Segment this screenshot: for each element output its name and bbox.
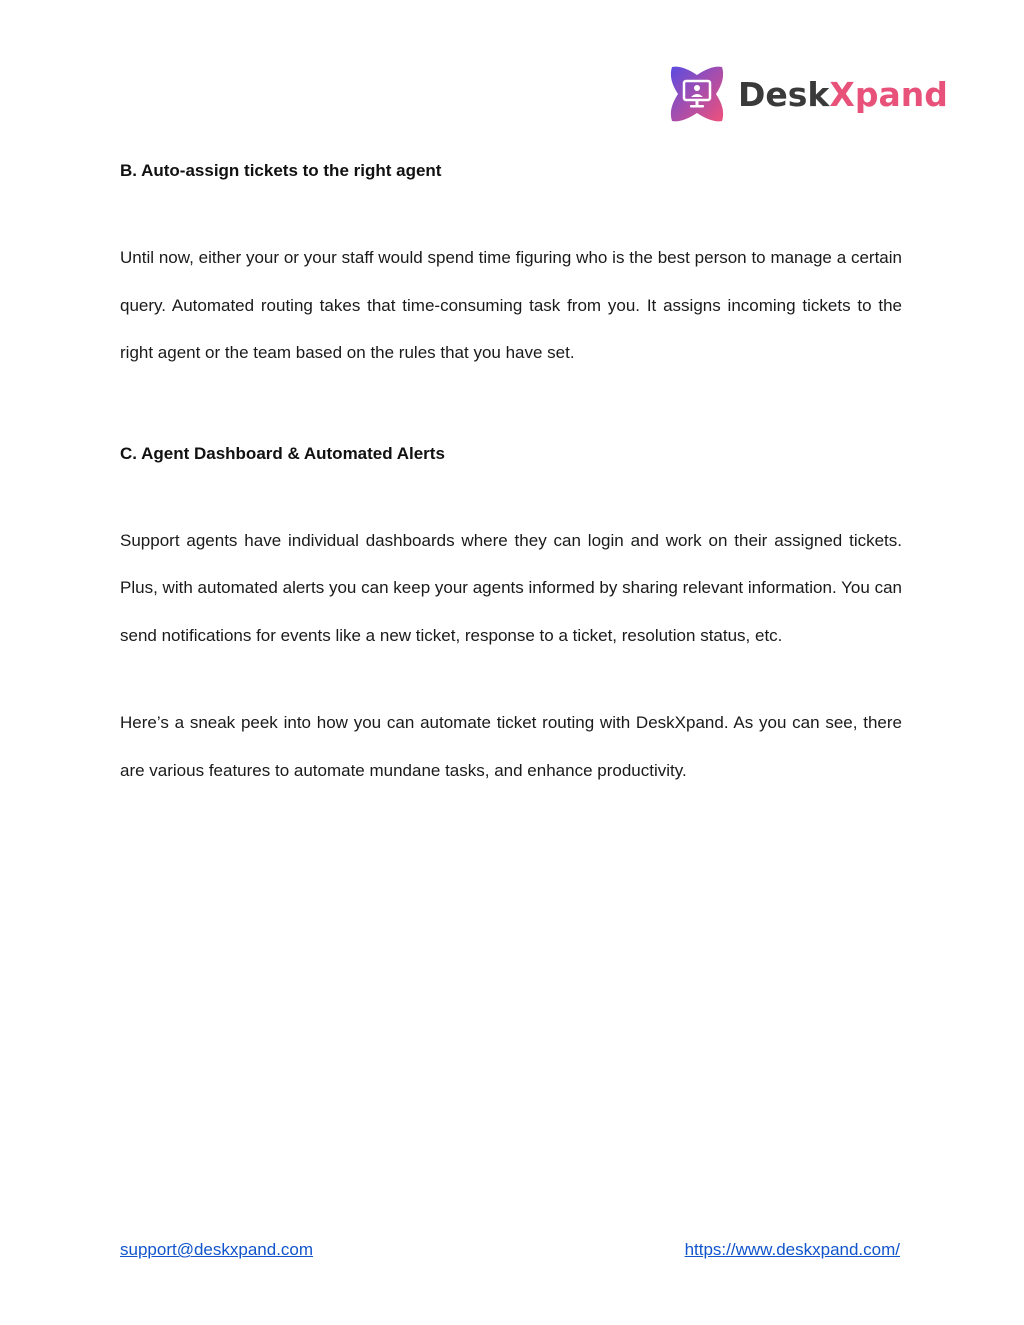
brand-name-desk: Desk — [738, 74, 830, 114]
brand-wordmark — [738, 74, 948, 114]
desk-monitor-logo-icon — [664, 61, 730, 127]
section-c-paragraph: Support agents have individual dashboards where they can login and work on their assigned tickets. Plus, with automated alerts you can keep your agents informed by sharing relevant information. You can send notifications for events like a new ticket, response to a ticket, resolution status, etc. — [120, 530, 902, 645]
section-c-heading: C. Agent Dashboard & Automated Alerts — [120, 443, 445, 463]
closing-paragraph: Here’s a sneak peek into how you can automate ticket routing with DeskXpand. As you can see, there are various features to automate mundane tasks, and enhance productivity. — [120, 713, 902, 780]
website-link[interactable]: https://www.deskxpand.com/ — [684, 1240, 900, 1259]
support-email-link[interactable]: support@deskxpand.com — [120, 1240, 314, 1259]
brand-logo — [664, 60, 948, 128]
section-b-heading: B. Auto-assign tickets to the right agent — [120, 161, 442, 180]
brand-name-xpand: Xpand — [829, 74, 948, 114]
document-body — [120, 158, 902, 794]
section-b-paragraph: Until now, either your or your staff would spend time figuring who is the best person to manage a certain query. Automated routing takes that time-consuming task from you. It assigns incoming tickets to the right agent or the team based on the rules that you have set. — [120, 248, 902, 362]
